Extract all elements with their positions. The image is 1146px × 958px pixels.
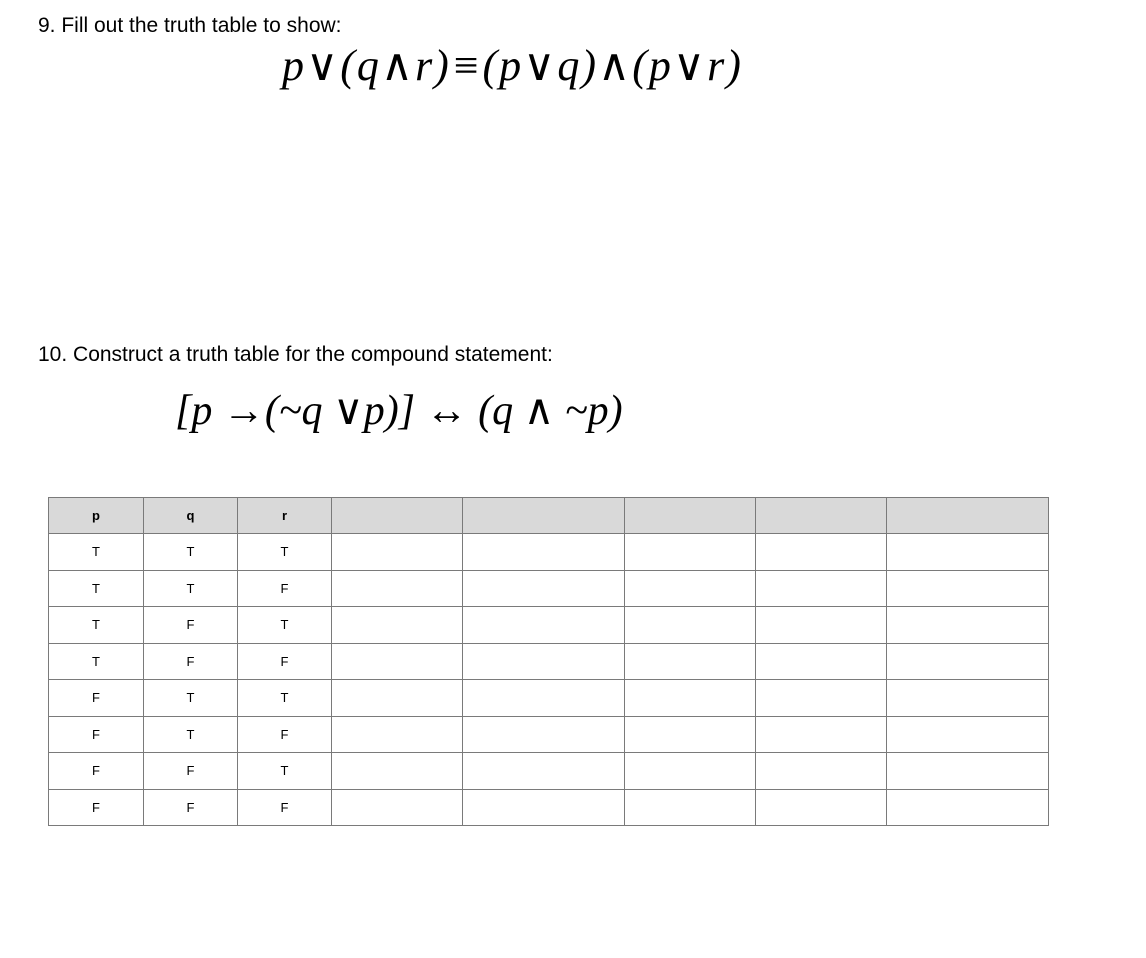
blank-answer-cell[interactable] [463, 716, 625, 753]
truth-value-cell: F [49, 680, 144, 717]
table-row [49, 607, 1049, 644]
blank-answer-cell[interactable] [332, 607, 463, 644]
q10-title: 10. Construct a truth table for the compound statement: [38, 343, 553, 366]
blank-answer-cell[interactable] [887, 534, 1049, 571]
truth-value-cell: T [49, 607, 144, 644]
blank-answer-cell[interactable] [756, 607, 887, 644]
header-cell[interactable] [332, 498, 463, 534]
blank-answer-cell[interactable] [625, 789, 756, 826]
truth-value-cell: F [144, 789, 238, 826]
blank-answer-cell[interactable] [625, 716, 756, 753]
blank-answer-cell[interactable] [756, 534, 887, 571]
header-cell[interactable] [463, 498, 625, 534]
blank-answer-cell[interactable] [756, 753, 887, 790]
truth-value-cell: T [144, 680, 238, 717]
blank-answer-cell[interactable] [332, 753, 463, 790]
truth-value-cell: T [144, 534, 238, 571]
blank-answer-cell[interactable] [625, 607, 756, 644]
table-row [49, 753, 1049, 790]
blank-answer-cell[interactable] [625, 753, 756, 790]
truth-value-cell: T [144, 716, 238, 753]
header-cell[interactable] [887, 498, 1049, 534]
blank-answer-cell[interactable] [463, 789, 625, 826]
truth-value-cell: T [238, 607, 332, 644]
truth-value-cell: F [49, 789, 144, 826]
blank-answer-cell[interactable] [625, 534, 756, 571]
q10-formula: [p →(~q ∨p)] ↔ (q ∧ ~p) [175, 388, 623, 434]
blank-answer-cell[interactable] [625, 680, 756, 717]
truth-value-cell: T [238, 753, 332, 790]
q9-formula: p∨(q∧r)≡(p∨q)∧(p∨r) [282, 41, 743, 90]
blank-answer-cell[interactable] [887, 716, 1049, 753]
blank-answer-cell[interactable] [756, 570, 887, 607]
blank-answer-cell[interactable] [756, 789, 887, 826]
truth-value-cell: F [238, 643, 332, 680]
truth-value-cell: F [49, 753, 144, 790]
blank-answer-cell[interactable] [887, 753, 1049, 790]
blank-answer-cell[interactable] [887, 643, 1049, 680]
truth-value-cell: T [238, 680, 332, 717]
truth-value-cell: T [49, 643, 144, 680]
q9-title: 9. Fill out the truth table to show: [38, 14, 342, 37]
truth-value-cell: F [238, 789, 332, 826]
blank-answer-cell[interactable] [463, 570, 625, 607]
blank-answer-cell[interactable] [887, 680, 1049, 717]
blank-answer-cell[interactable] [887, 607, 1049, 644]
blank-answer-cell[interactable] [756, 643, 887, 680]
blank-answer-cell[interactable] [887, 570, 1049, 607]
truth-value-cell: F [144, 753, 238, 790]
header-cell: p [49, 498, 144, 534]
truth-value-cell: F [238, 716, 332, 753]
header-cell: r [238, 498, 332, 534]
blank-answer-cell[interactable] [625, 570, 756, 607]
table-row [49, 534, 1049, 571]
table-row [49, 680, 1049, 717]
truth-value-cell: F [144, 607, 238, 644]
blank-answer-cell[interactable] [332, 643, 463, 680]
blank-answer-cell[interactable] [332, 534, 463, 571]
truth-table [48, 497, 1049, 826]
truth-value-cell: F [238, 570, 332, 607]
header-cell: q [144, 498, 238, 534]
blank-answer-cell[interactable] [463, 534, 625, 571]
truth-value-cell: T [238, 534, 332, 571]
blank-answer-cell[interactable] [332, 570, 463, 607]
truth-value-cell: F [144, 643, 238, 680]
blank-answer-cell[interactable] [463, 753, 625, 790]
truth-value-cell: T [49, 534, 144, 571]
blank-answer-cell[interactable] [625, 643, 756, 680]
header-cell[interactable] [756, 498, 887, 534]
blank-answer-cell[interactable] [332, 680, 463, 717]
blank-answer-cell[interactable] [332, 716, 463, 753]
blank-answer-cell[interactable] [887, 789, 1049, 826]
table-row [49, 643, 1049, 680]
table-header-row [49, 498, 1049, 534]
blank-answer-cell[interactable] [463, 680, 625, 717]
blank-answer-cell[interactable] [756, 680, 887, 717]
truth-value-cell: F [49, 716, 144, 753]
table-row [49, 789, 1049, 826]
table-row [49, 716, 1049, 753]
truth-value-cell: T [144, 570, 238, 607]
header-cell[interactable] [625, 498, 756, 534]
truth-value-cell: T [49, 570, 144, 607]
blank-answer-cell[interactable] [463, 643, 625, 680]
blank-answer-cell[interactable] [756, 716, 887, 753]
blank-answer-cell[interactable] [463, 607, 625, 644]
blank-answer-cell[interactable] [332, 789, 463, 826]
table-row [49, 570, 1049, 607]
